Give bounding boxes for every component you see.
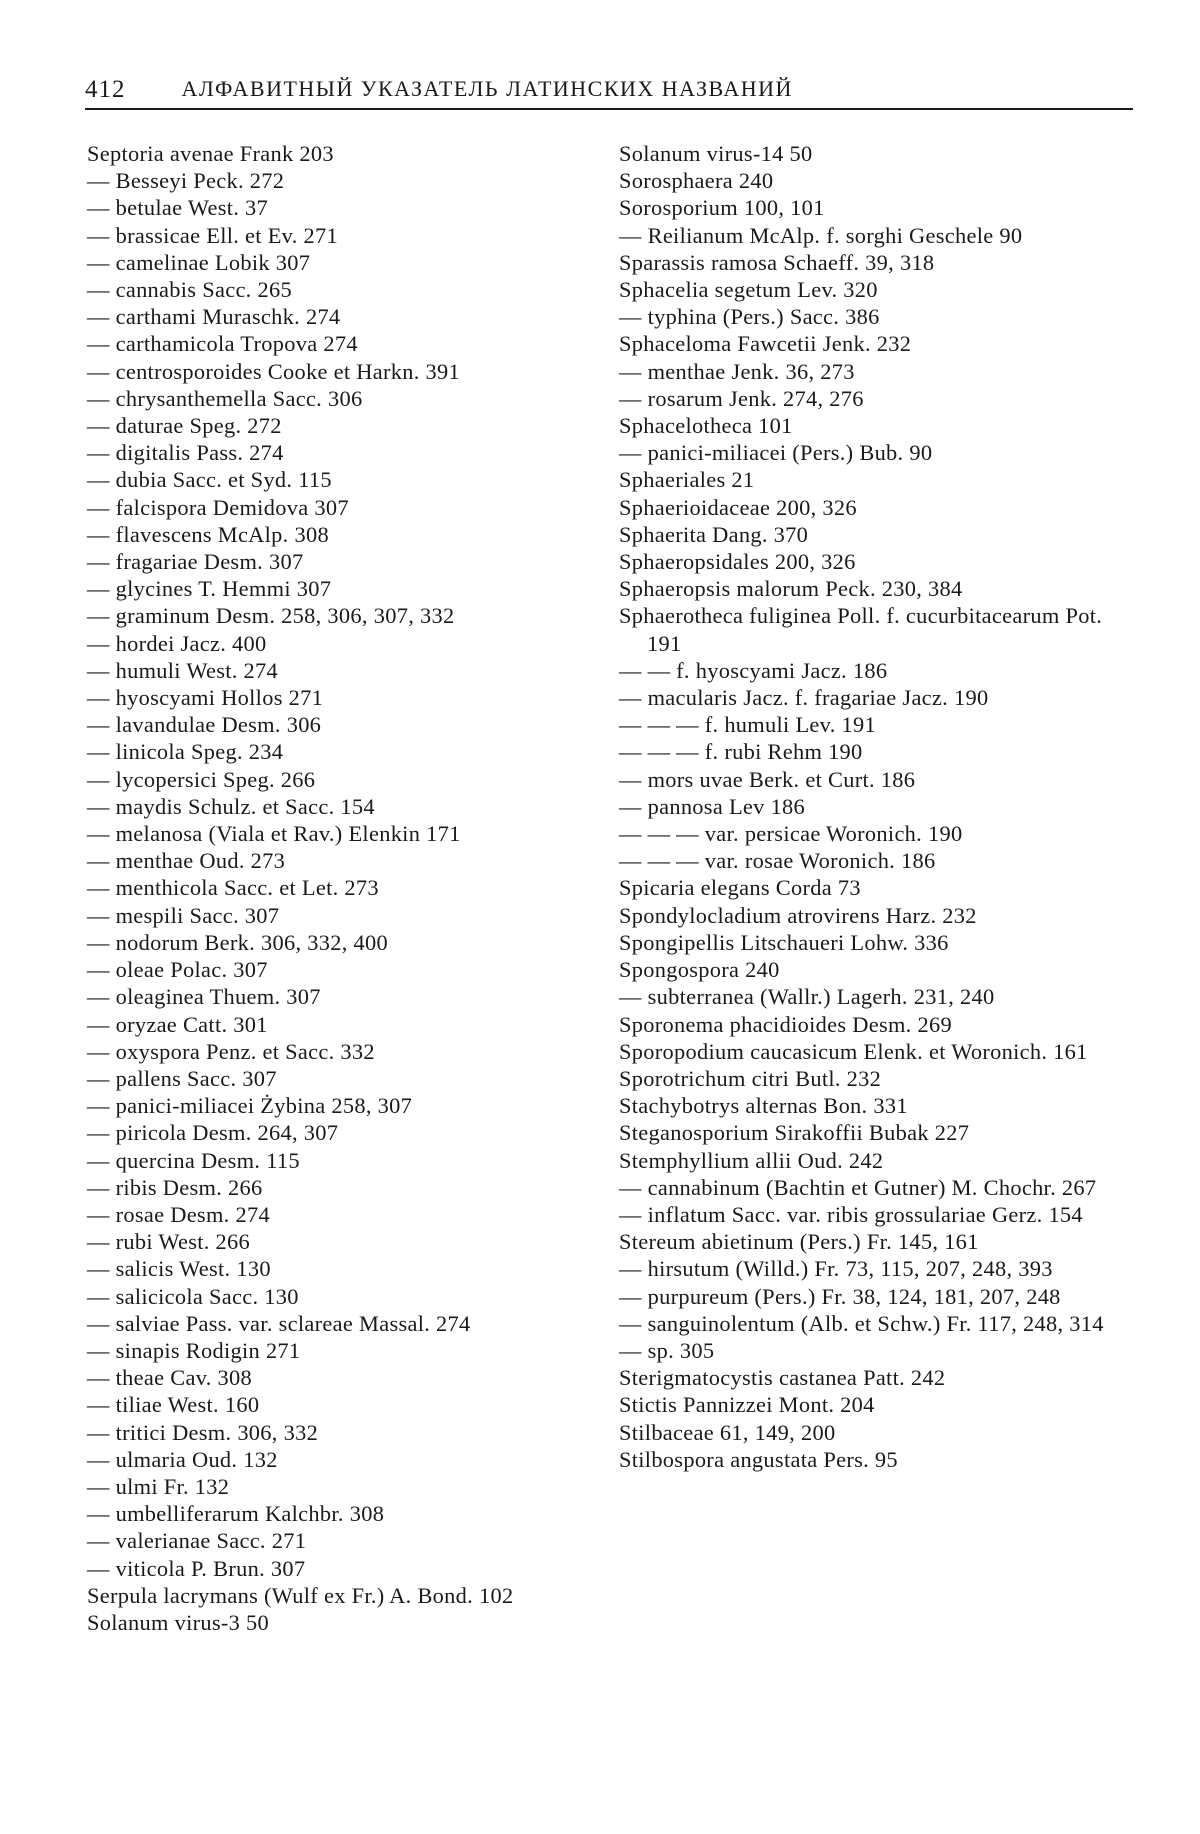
index-entry: — theae Cav. 308: [87, 1365, 253, 1391]
index-entry: Spongospora 240: [619, 957, 780, 983]
index-entry: Sphacelia segetum Lev. 320: [619, 277, 878, 303]
index-entry: — linicola Speg. 234: [87, 739, 284, 765]
running-title: АЛФАВИТНЫЙ УКАЗАТЕЛЬ ЛАТИНСКИХ НАЗВАНИЙ: [181, 76, 793, 101]
index-entry: — — — f. rubi Rehm 190: [619, 739, 863, 765]
index-entry: — tiliae West. 160: [87, 1392, 260, 1418]
index-entry: — betulae West. 37: [87, 195, 269, 221]
index-entry: Solanum virus-3 50: [87, 1609, 270, 1635]
index-entry: Stereum abietinum (Pers.) Fr. 145, 161: [619, 1229, 979, 1255]
index-entry: — Besseyi Peck. 272: [87, 168, 285, 194]
index-entry: Steganosporium Sirakoffii Bubak 227: [619, 1120, 970, 1146]
index-column-left: [87, 140, 592, 1636]
index-entry: Sterigmatocystis castanea Patt. 242: [619, 1365, 946, 1391]
index-entry: — rosarum Jenk. 274, 276: [619, 385, 864, 411]
index-entry: Sphaerioidaceae 200, 326: [619, 494, 857, 520]
index-entry: Sporopodium caucasicum Elenk. et Woronich. 161: [619, 1038, 1088, 1064]
index-entry: — salicis West. 130: [87, 1256, 271, 1282]
index-entry: Stilbaceae 61, 149, 200: [619, 1419, 836, 1445]
index-entry: Sphaeropsis malorum Peck. 230, 384: [619, 576, 963, 602]
index-entry: — flavescens McAlp. 308: [87, 521, 329, 547]
page-number: 412: [85, 76, 126, 103]
page-header: [85, 72, 1133, 110]
index-entry: — purpureum (Pers.) Fr. 38, 124, 181, 207, 248: [619, 1283, 1061, 1309]
index-entry: — falcispora Demidova 307: [87, 494, 349, 520]
index-entry: — glycines T. Hemmi 307: [87, 576, 332, 602]
index-entry: — centrosporoides Cooke et Harkn. 391: [87, 358, 461, 384]
index-entry: — quercina Desm. 115: [87, 1147, 300, 1173]
index-entry: — subterranea (Wallr.) Lagerh. 231, 240: [619, 984, 995, 1010]
index-entry: — sanguinolentum (Alb. et Schw.) Fr. 117, 248, 314: [619, 1310, 1104, 1336]
index-entry: Sphaceloma Fawcetii Jenk. 232: [619, 331, 912, 357]
index-entry: — — — var. rosae Woronich. 186: [619, 848, 936, 874]
index-entry: — rosae Desm. 274: [87, 1201, 270, 1227]
index-entry: Sphacelotheca 101: [619, 413, 793, 439]
index-entry: Sporotrichum citri Butl. 232: [619, 1065, 882, 1091]
index-entry: — ribis Desm. 266: [87, 1174, 263, 1200]
index-entry: — salicicola Sacc. 130: [87, 1283, 299, 1309]
index-entry: — umbelliferarum Kalchbr. 308: [87, 1501, 385, 1527]
index-column-right: [619, 140, 1124, 1473]
index-entry: — panici-miliacei Żybina 258, 307: [87, 1093, 413, 1119]
index-entry: — typhina (Pers.) Sacc. 386: [619, 304, 880, 330]
index-entry: — pannosa Lev 186: [619, 793, 806, 819]
index-entry: — fragariae Desm. 307: [87, 549, 304, 575]
index-entry: — menthae Oud. 273: [87, 848, 286, 874]
index-entry: — menthicola Sacc. et Let. 273: [87, 875, 379, 901]
index-entry: — hyoscyami Hollos 271: [87, 685, 324, 711]
index-entry: — digitalis Pass. 274: [87, 440, 284, 466]
index-entry: Sphaerita Dang. 370: [619, 521, 809, 547]
index-entry: — dubia Sacc. et Syd. 115: [87, 467, 332, 493]
index-entry: Sphaeropsidales 200, 326: [619, 549, 856, 575]
index-entry: — nodorum Berk. 306, 332, 400: [87, 929, 389, 955]
index-entry: — sp. 305: [619, 1337, 715, 1363]
index-entry: Sporonema phacidioides Desm. 269: [619, 1011, 952, 1037]
index-entry: Septoria avenae Frank 203: [87, 141, 334, 166]
index-entry: — oleae Polac. 307: [87, 957, 268, 983]
index-entry: — camelinae Lobik 307: [87, 249, 311, 275]
index-entry: Sphaeriales 21: [619, 467, 755, 493]
index-entry: — carthami Muraschk. 274: [87, 304, 341, 330]
index-entry: — — — f. humuli Lev. 191: [619, 712, 876, 738]
index-entry: — cannabinum (Bachtin et Gutner) M. Chochr. 267: [619, 1174, 1097, 1200]
index-entry: — lycopersici Speg. 266: [87, 766, 316, 792]
index-entry: — — — var. persicae Woronich. 190: [619, 821, 963, 847]
index-entry: Solanum virus-14 50: [619, 141, 813, 166]
index-entry: Sphaerotheca fuliginea Poll. f. cucurbitacearum Pot. 191: [619, 603, 1103, 656]
index-entry: Sorosporium 100, 101: [619, 195, 825, 221]
index-entry: — maydis Schulz. et Sacc. 154: [87, 793, 375, 819]
index-entry: — valerianae Sacc. 271: [87, 1528, 307, 1554]
index-entry: Spondylocladium atrovirens Harz. 232: [619, 902, 977, 928]
index-entry: Sparassis ramosa Schaeff. 39, 318: [619, 249, 935, 275]
index-entry: — Reilianum McAlp. f. sorghi Geschele 90: [619, 222, 1023, 248]
index-entry: Stemphyllium allii Oud. 242: [619, 1147, 884, 1173]
index-entry: Sorosphaera 240: [619, 168, 774, 194]
index-entry: — ulmaria Oud. 132: [87, 1446, 278, 1472]
index-entry: — macularis Jacz. f. fragariae Jacz. 190: [619, 685, 989, 711]
index-entry: — oxyspora Penz. et Sacc. 332: [87, 1038, 375, 1064]
index-entry: — cannabis Sacc. 265: [87, 277, 292, 303]
index-entry: — oryzae Catt. 301: [87, 1011, 268, 1037]
index-entry: — hirsutum (Willd.) Fr. 73, 115, 207, 248, 393: [619, 1256, 1053, 1282]
index-entry: — menthae Jenk. 36, 273: [619, 358, 855, 384]
index-entry: — panici-miliacei (Pers.) Bub. 90: [619, 440, 933, 466]
index-entry: — pallens Sacc. 307: [87, 1065, 277, 1091]
index-entry: — chrysanthemella Sacc. 306: [87, 385, 363, 411]
index-entry: — melanosa (Viala et Rav.) Elenkin 171: [87, 821, 461, 847]
index-entry: — ulmi Fr. 132: [87, 1473, 230, 1499]
index-entry: Stilbospora angustata Pers. 95: [619, 1446, 898, 1472]
index-entry: — lavandulae Desm. 306: [87, 712, 322, 738]
index-entry: Stachybotrys alternas Bon. 331: [619, 1093, 908, 1119]
index-entry: — rubi West. 266: [87, 1229, 251, 1255]
index-entry: — sinapis Rodigin 271: [87, 1337, 301, 1363]
index-entry: — graminum Desm. 258, 306, 307, 332: [87, 603, 455, 629]
index-entry: Spicaria elegans Corda 73: [619, 875, 861, 901]
index-entry: — daturae Speg. 272: [87, 413, 282, 439]
index-entry: — hordei Jacz. 400: [87, 630, 267, 656]
index-entry: — carthamicola Tropova 274: [87, 331, 358, 357]
index-entry: — inflatum Sacc. var. ribis grossulariae Gerz. 154: [619, 1201, 1083, 1227]
index-entry: Spongipellis Litschaueri Lohw. 336: [619, 929, 949, 955]
index-entry: — humuli West. 274: [87, 657, 279, 683]
index-entry: — oleaginea Thuem. 307: [87, 984, 321, 1010]
index-entry: — tritici Desm. 306, 332: [87, 1419, 319, 1445]
index-entry: — piricola Desm. 264, 307: [87, 1120, 339, 1146]
index-entry: — salviae Pass. var. sclareae Massal. 274: [87, 1310, 471, 1336]
index-entry: Stictis Pannizzei Mont. 204: [619, 1392, 875, 1418]
index-entry: — viticola P. Brun. 307: [87, 1555, 306, 1581]
index-entry: Serpula lacrymans (Wulf ex Fr.) A. Bond. 102: [87, 1582, 514, 1608]
index-entry: — mespili Sacc. 307: [87, 902, 280, 928]
index-entry: — mors uvae Berk. et Curt. 186: [619, 766, 916, 792]
index-entry: — — f. hyoscyami Jacz. 186: [619, 657, 888, 683]
index-entry: — brassicae Ell. et Ev. 271: [87, 222, 339, 248]
